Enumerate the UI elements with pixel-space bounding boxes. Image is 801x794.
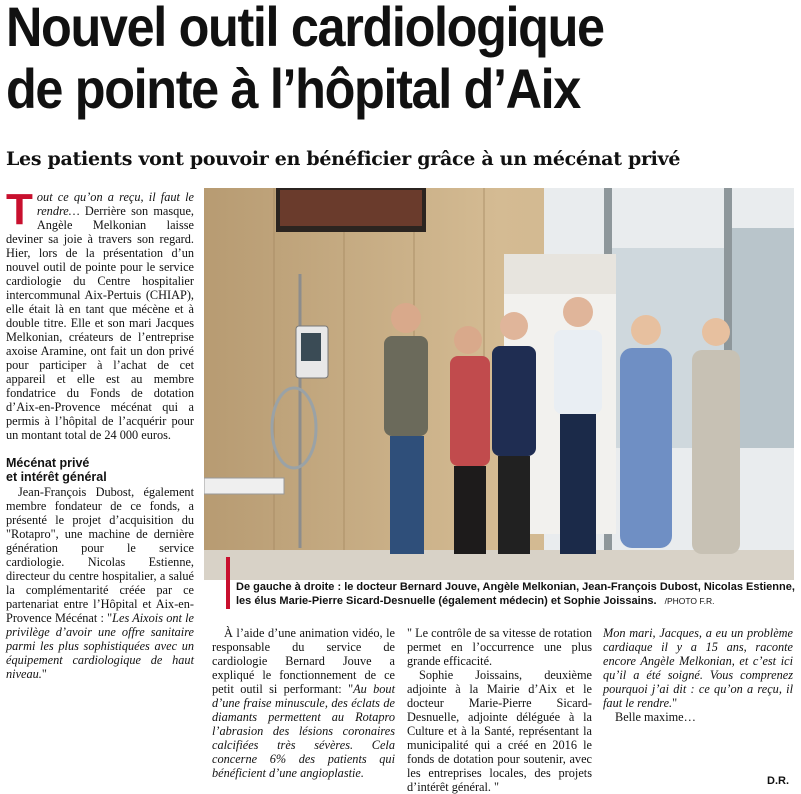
headline-line-2: de pointe à l’hôpital d’Aix: [6, 57, 580, 120]
caption-label: De gauche à droite :: [236, 581, 345, 593]
headline: [6, 0, 717, 120]
drop-cap: T: [6, 185, 33, 234]
quote-italic: Les Aixois ont le privilège d’avoir une offre sanitaire parmi les plus sophistiquées avec un équipement cardiologique de haut niveau.: [6, 611, 194, 681]
signature: D.R.: [767, 775, 789, 787]
article-paragraph-1: [6, 185, 194, 442]
section-subtitle: Mécénat privé et intérêt général: [6, 456, 107, 484]
article-paragraph-5: Belle maxime…: [615, 710, 696, 724]
headline-line-1: Nouvel outil cardiologique: [6, 0, 604, 58]
quote-italic: Mon mari, Jacques, a eu un problème cardiaque il y a 15 ans, raconte encore Angèle Melkonian, et c’est ici qu’il a été soigné. Vous comprenez pourquoi j’ai dit : ce qu’on a reçu, il faut le rendre.: [603, 626, 793, 710]
paragraph-text: Derrière son masque, Angèle Melkonian laisse deviner sa joie à travers son regard. Hier, lors de la présentation d’un nouvel outil de pointe pour le service cardiologie du Centre hospitalier intercommunal Aix-Pertuis (CHIAP), elle était là en tant que mécène et à double titre. Elle et son mari Jacques Melkonian, créateurs de l’entreprise axoise Aramine, ont fait un don privé pour participer à l’achat de cet appareil et elle est au membre fondatrice du Fonds de dotation d’Aix-en-Provence mécénat qui a permis à l’hôpital de l’acquérir pour un montant total de 24 000 euros.: [6, 204, 194, 442]
article-paragraph-4: Sophie Joissains, deuxième adjointe à la Mairie d’Aix et le docteur Marie-Pierre Sicard-Desnuelle, adjointe déléguée à la Culture et à la Santé, représentant la municipalité qui a créé en 2016 le fonds de dotation pour soutenir, avec les entreprises locales, des projets d’intérêt général. ": [407, 668, 592, 794]
quote-italic: Au bout d’une fraise minuscule, des éclats de diamants permettent au Rotapro l’abrasion des lésions coronaires calcifiées très sévères. Cela concerne 6% des patients qui bénéficient d’une angioplastie.: [212, 682, 395, 780]
photo-credit: /PHOTO F.R.: [664, 596, 715, 606]
subheadline: Les patients vont pouvoir en bénéficier grâce à un mécénat privé: [6, 148, 681, 170]
article-paragraph-3-continued: " Le contrôle de sa vitesse de rotation permet en l’occurrence une plus grande efficacité.: [407, 626, 592, 668]
opening-quote: out ce qu’on a reçu, il faut le rendre…: [36, 190, 194, 218]
group-photo-illustration: [204, 188, 794, 580]
photo-caption: [226, 580, 801, 608]
article-paragraph-4-continued: Mon mari, Jacques, a eu un problème cardiaque il y a 15 ans, raconte encore Angèle Melkonian, et c’est ici qu’il a été soigné. Vous comprenez pourquoi j’ai dit : ce qu’on a reçu, il faut le rendre.": [603, 626, 793, 710]
article-paragraph-2: Jean-François Dubost, également membre fondateur de ce fonds, a présenté le projet d’acquisition du "Rotapro", une machine de dernière génération pour le service cardiologie. Nicolas Estienne, directeur du centre hospitalier, a salué la complémentarité créée par ce partenariat entre l’Hôpital et Aix-en-Provence Mécénat : "Les Aixois ont le privilège d’avoir une offre sanitaire parmi les plus sophistiquées avec un équipement cardiologique de haut niveau.": [6, 485, 194, 681]
article-paragraph-3: À l’aide d’une animation vidéo, le responsable du service de cardiologie Bernard Jouve a expliqué le fonctionnement de ce petit outil si performant: "Au bout d’une fraise minuscule, des éclats de diamants permettent au Rotapro l’abrasion des lésions coronaires calcifiées très sévères. Cela concerne 6% des patients qui bénéficient d’une angioplastie.: [212, 626, 395, 780]
caption-text: le docteur Bernard Jouve, Angèle Melkonian, Jean-François Dubost, Nicolas Estienne, les élus Marie-Pierre Sicard-Desnuelle (également médecin) et Sophie Joissains.: [236, 581, 795, 607]
article-photo: [204, 188, 794, 580]
article-column-2: [212, 626, 395, 780]
article-column-4: [603, 626, 793, 724]
article-column-3: [407, 626, 592, 794]
article-column-1: [6, 185, 194, 681]
